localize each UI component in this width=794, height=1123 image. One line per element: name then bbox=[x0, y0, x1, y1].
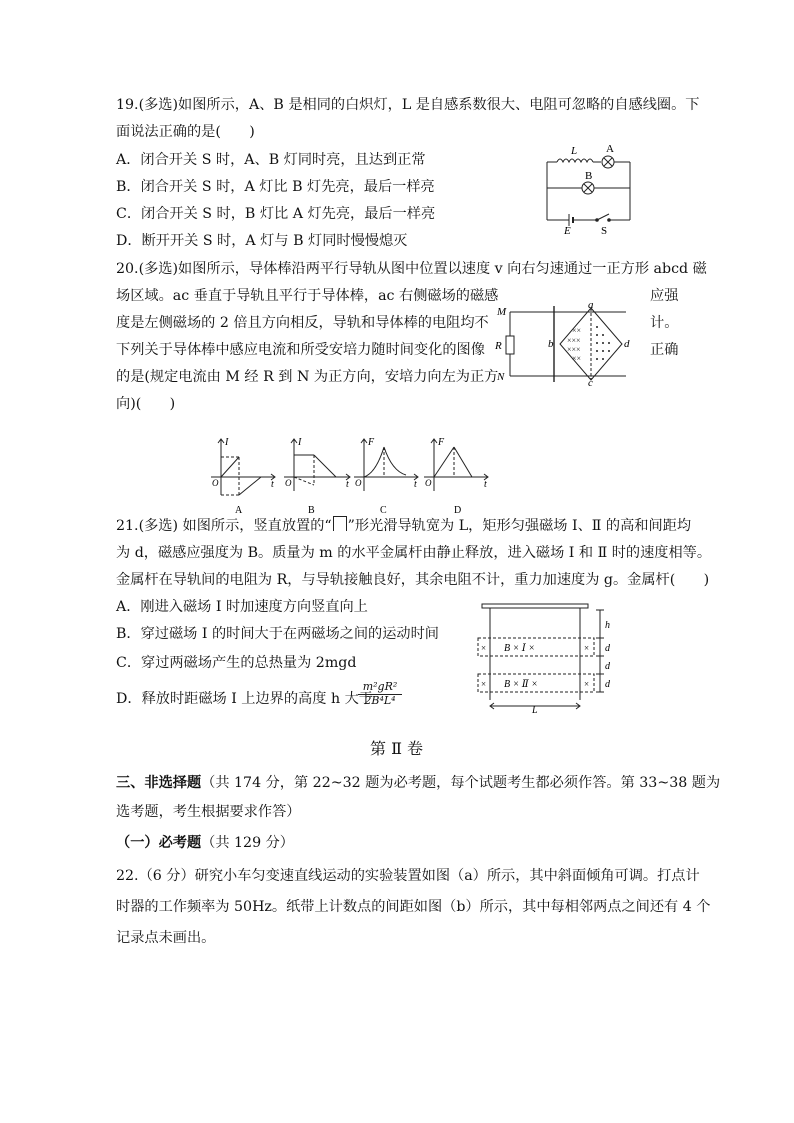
q20-label-d: d bbox=[624, 338, 630, 350]
q20-graph-a-yaxis: I bbox=[225, 437, 229, 448]
sub1-title: （一）必考题 bbox=[116, 835, 202, 851]
q19-label-L: L bbox=[571, 145, 578, 157]
q20-graph-d-origin: O bbox=[425, 478, 432, 488]
q21-cross-4: × bbox=[584, 679, 590, 689]
q21-fraction-numerator: m²gR² bbox=[358, 681, 402, 695]
q21-option-d: D．释放时距磁场 Ⅰ 上边界的高度 h 大于 bbox=[116, 691, 373, 707]
q21-option-a: A．刚进入磁场 Ⅰ 时加速度方向竖直向上 bbox=[116, 599, 368, 615]
q20-graph-d-label: D bbox=[454, 505, 462, 516]
q22-line-3: 记录点未画出。 bbox=[116, 930, 216, 946]
svg-text:××: ×× bbox=[572, 326, 582, 335]
svg-text:×××: ××× bbox=[567, 345, 581, 354]
q21-cross-2: × bbox=[584, 643, 590, 653]
rail-shape-icon bbox=[333, 516, 347, 531]
svg-text:××: ×× bbox=[572, 354, 582, 363]
q20-label-c: c bbox=[588, 377, 593, 389]
q20-label-a: a bbox=[588, 299, 594, 311]
q21-stem-line-1-post: ”形光滑导轨宽为 L，矩形匀强磁场 Ⅰ、Ⅱ 的高和间距均 bbox=[347, 518, 692, 534]
q21-option-c: C．穿过两磁场产生的总热量为 2mgd bbox=[116, 655, 357, 671]
sub1-points: （共 129 分） bbox=[201, 835, 294, 851]
q20-label-R: R bbox=[495, 340, 502, 352]
q20-stem-line-5: 的是(规定电流由 M 经 R 到 N 为正方向，安培力向左为正方 bbox=[116, 369, 499, 385]
q20-graph-d bbox=[418, 435, 493, 515]
section3-line-1 bbox=[116, 773, 720, 793]
q21-magnetic-field-figure bbox=[476, 604, 616, 714]
q22-line-1: 22.（6 分）研究小车匀变速直线运动的实验装置如图（a）所示，其中斜面倾角可调。打点计 bbox=[116, 868, 700, 884]
q20-graph-c-label: C bbox=[380, 505, 387, 516]
q20-graph-c bbox=[348, 435, 423, 515]
q20-right-word-1: 应强 bbox=[650, 288, 679, 304]
q20-graph-d-yaxis: F bbox=[438, 437, 445, 448]
q20-label-b: b bbox=[548, 338, 554, 350]
q20-graph-b bbox=[280, 435, 355, 515]
q20-stem-line-1: 20.(多选)如图所示，导体棒沿两平行导轨从图中位置以速度 v 向右匀速通过一正方形 abcd 磁 bbox=[116, 261, 707, 277]
q19-label-A: A bbox=[606, 143, 614, 155]
q20-graph-b-origin: O bbox=[285, 478, 292, 488]
q21-label-d-2: d bbox=[605, 661, 610, 672]
q20-graph-b-yaxis: I bbox=[298, 437, 302, 448]
q20-graph-b-label: B bbox=[308, 505, 315, 516]
q19-label-S: S bbox=[601, 225, 608, 237]
q20-label-N: N bbox=[497, 371, 505, 383]
q19-circuit-figure bbox=[535, 140, 645, 235]
q20-graph-c-origin: O bbox=[355, 478, 362, 488]
q21-stem-line-3: 金属杆在导轨间的电阻为 R，与导轨接触良好，其余电阻不计，重力加速度为 g。金属杆( ) bbox=[116, 572, 710, 588]
q19-option-d: D．断开开关 S 时，A 灯与 B 灯同时慢慢熄灭 bbox=[116, 233, 408, 249]
q21-fraction bbox=[358, 681, 402, 707]
q20-graph-a-origin: O bbox=[212, 478, 219, 488]
q20-graph-c-xaxis: t bbox=[414, 479, 417, 490]
q20-stem-line-6: 向)( ) bbox=[116, 396, 176, 412]
q19-option-b: B．闭合开关 S 时，A 灯比 B 灯先亮，最后一样亮 bbox=[116, 179, 435, 195]
q21-fraction-denominator: 2B⁴L⁴ bbox=[364, 694, 396, 707]
q19-stem-line-1: 19.(多选)如图所示，A、B 是相同的白炽灯，L 是自感系数很大、电阻可忽略的自感线圈。下 bbox=[116, 97, 700, 113]
q20-graph-a-xaxis: t bbox=[271, 479, 274, 490]
q20-graph-c-yaxis: F bbox=[368, 437, 375, 448]
sub1-heading bbox=[116, 833, 294, 853]
q20-stem-line-3: 度是左侧磁场的 2 倍且方向相反，导轨和导体棒的电阻均不 bbox=[116, 315, 489, 331]
q20-right-word-3: 正确 bbox=[650, 342, 679, 358]
section3-line-2: 选考题，考生根据要求作答） bbox=[116, 804, 301, 820]
q21-cross-3: × bbox=[481, 679, 487, 689]
q21-stem-line-1 bbox=[116, 516, 691, 536]
q20-graph-a bbox=[205, 435, 280, 515]
q20-graph-a-label: A bbox=[235, 505, 243, 516]
q19-label-E: E bbox=[564, 225, 571, 237]
svg-text:×××: ××× bbox=[567, 336, 581, 345]
q21-stem-line-1-pre: 21.(多选) 如图所示，竖直放置的“ bbox=[116, 518, 332, 534]
q21-label-h: h bbox=[605, 620, 610, 631]
q20-label-M: M bbox=[497, 306, 507, 318]
q21-cross-1: × bbox=[481, 643, 487, 653]
q21-label-d-3: d bbox=[605, 679, 610, 690]
q21-label-d-1: d bbox=[605, 643, 610, 654]
section3-desc: （共 174 分，第 22~32 题为必考题，每个试题考生都必须作答。第 33~38 题为 bbox=[201, 775, 721, 791]
q19-option-c: C．闭合开关 S 时，B 灯比 A 灯先亮，最后一样亮 bbox=[116, 206, 436, 222]
q19-label-B: B bbox=[585, 170, 593, 182]
q21-stem-line-2: 为 d，磁感应强度为 B。质量为 m 的水平金属杆由静止释放，进入磁场 Ⅰ 和 Ⅱ 时的速度相等。 bbox=[116, 545, 712, 561]
q20-stem-line-4: 下列关于导体棒中感应电流和所受安培力随时间变化的图像 bbox=[116, 342, 485, 358]
q21-label-L: L bbox=[532, 705, 538, 716]
q21-field-2-label: B × Ⅱ × bbox=[504, 679, 538, 690]
q21-option-b: B．穿过磁场 Ⅰ 的时间大于在两磁场之间的运动时间 bbox=[116, 626, 439, 642]
q20-rail-figure bbox=[494, 300, 634, 390]
q20-right-word-2: 计。 bbox=[650, 315, 679, 331]
q22-line-2: 时器的工作频率为 50Hz。纸带上计数点的间距如图（b）所示，其中每相邻两点之间还有 4 个 bbox=[116, 899, 711, 915]
part2-title: 第 Ⅱ 卷 bbox=[370, 739, 424, 758]
section3-title: 三、非选择题 bbox=[116, 775, 202, 791]
q20-stem-line-2: 场区域。ac 垂直于导轨且平行于导体棒，ac 右侧磁场的磁感 bbox=[116, 288, 499, 304]
q20-graph-b-xaxis: t bbox=[346, 479, 349, 490]
q19-stem-line-2: 面说法正确的是( ) bbox=[116, 124, 255, 140]
q20-graph-d-xaxis: t bbox=[484, 479, 487, 490]
q21-field-1-label: B × Ⅰ × bbox=[504, 643, 536, 654]
q19-option-a: A．闭合开关 S 时，A、B 灯同时亮，且达到正常 bbox=[116, 152, 426, 168]
